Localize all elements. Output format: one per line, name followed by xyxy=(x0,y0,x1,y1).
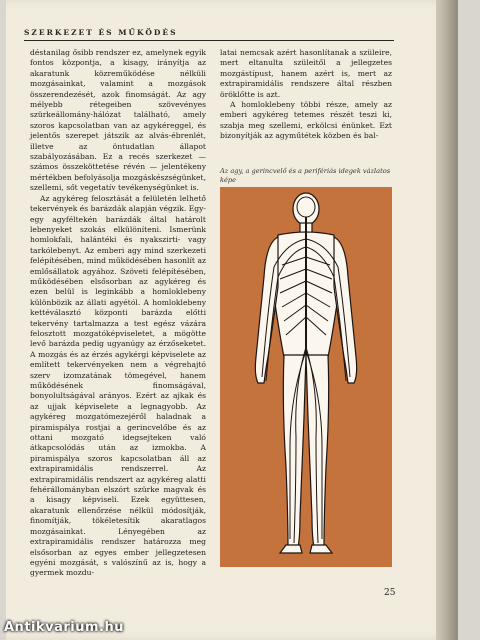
running-header: SZERKEZET ÉS MŰKÖDÉS xyxy=(24,28,178,37)
page-edge xyxy=(436,0,458,640)
left-text-column xyxy=(30,48,206,579)
book-page xyxy=(6,0,458,640)
paragraph: A homloklebeny többi része, amely az emberi agykéreg tetemes részét teszi ki, szabja meg szellemi, erkölcsi énünket. Ezt bizonyítják az agyműtétek közben és bal- xyxy=(220,100,392,141)
human-figure-drawing xyxy=(220,187,392,567)
nervous-system-illustration xyxy=(220,187,392,567)
right-text-column xyxy=(220,48,392,142)
watermark: Antikvarium.hu xyxy=(4,620,124,635)
paragraph: Az agykéreg felosztását a felületén lelhető tekervények és barázdák alapján végzik. Egy-egy agyféltekén barázdák által határolt lebenyeket szokás elkülöníteni. Ismerünk homlokfali, halántéki és nyakszirti- vagy tarkólebenyt. Az emberi agy mind szerkezeti felépítésében, mind működésében hasonlít az emlősállatok agyához. Szöveti felépítésében, működésében elsősorban az agykéreg és ezen belül is leginkább a homloklebeny különbözik az állati agyétól. A homloklebeny kettéválasztó központi barázda előtti tekervény tartalmazza a test egész vázára felosztott mozgatóképviseletet, a mögötte levő barázda pedig ugyanúgy az érzőseketet. A mozgás és az érzés agykérgi képviselete az említett tekervényeken nem a végrehajtó szerv izomzatának tömegével, hanem működésének finomságával, bonyolultságával arányos. Ezért az ajkak és az ujjak képviselete a legnagyobb. Az agykéreg mozgatómezejéről haladnak a piramispálya rostjai a gerincvelőbe és az ottani mozgató idegsejteken való átkapcsolódás után az izmokba. A piramispálya szoros kapcsolatban áll az extrapiramidális rendszerrel. Az extrapiramidális rendszert az agykéreg alatti fehérállományban elszórt szürke magvak és a kisagy képviseli. Ezek együttesen, akaratunk ellenőrzése nélkül módosítják, finomítják, tökéletesítik akaratlagos mozgásainkat. Lényegében az extrapiramidális rendszer határozza meg elsősorban az egyes ember jellegzetesen egyéni mozgását, s valószínű az is, hogy a gyermek mozdu- xyxy=(30,193,206,578)
header-rule xyxy=(24,40,394,41)
figure-caption: Az agy, a gerincvelő és a perifériás idegek vázlatos képe xyxy=(220,167,391,184)
paragraph: latai nemcsak azért hasonlítanak a szüleire, mert eltanulta szüleitől a jellegzetes mozgástípust, hanem azért is, mert az extrapiramidális rendszere által részben öröklőtte is azt. xyxy=(220,48,392,99)
paragraph: déstanilag ősibb rendszer ez, amelynek egyik fontos központja, a kisagy, irányítja az akaratunk közreműködése nélküli mozgásainkat, valamint a mozgások összerendezését, azok finomságát. Az agy mélyebb rétegeiben szövevényes szürkeállomány-hálózat található, amely szoros kapcsolatban van az agykéreggel, és jelentős szerepet játszik az alvás-ébrenlét, illetve az öntudatlan állapot szabályozásában. Ez a recés szerkezet — számos összeköttetése révén — jelentékeny mértékben befolyásolja mozgáskészségünket, szellemi, sőt vegetatív tevékenységünket is. xyxy=(30,48,206,193)
page-number: 25 xyxy=(384,588,396,598)
